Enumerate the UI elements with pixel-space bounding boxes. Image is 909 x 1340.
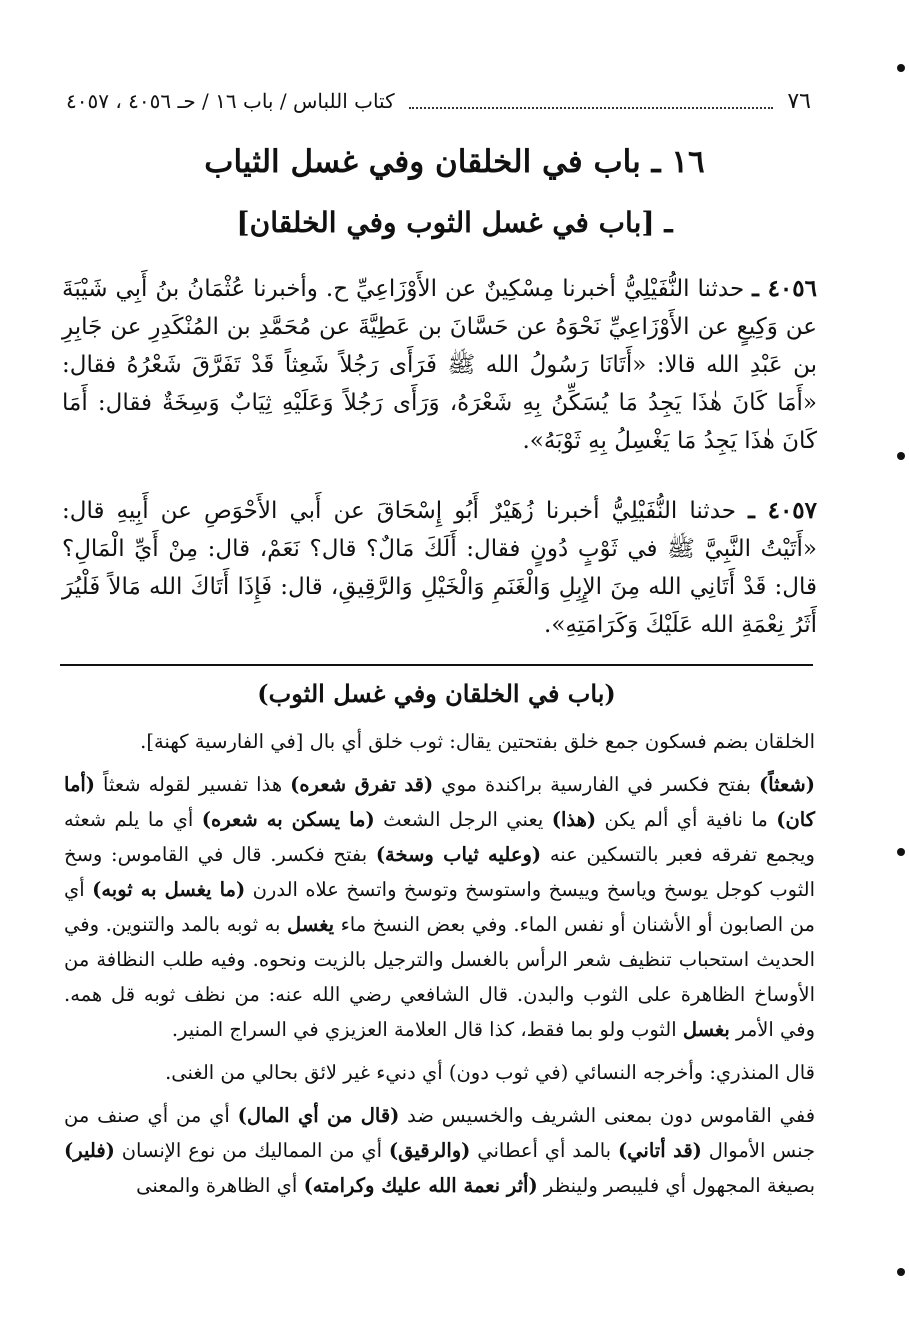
commentary-keyword: (قد أتاني) (617, 1139, 702, 1162)
header-dot-leader (409, 93, 774, 109)
commentary-text: أي من المماليك من نوع الإنسان (114, 1139, 389, 1162)
commentary-text: أي ما يلم شعثه ويجمع تفرقه فعبر بالتسكين عنه (64, 808, 815, 866)
commentary-text: بالمد أي أعطاني (470, 1139, 618, 1162)
commentary-text: أي الظاهرة والمعنى (136, 1174, 304, 1197)
commentary-text: بصيغة المجهول أي فليبصر ولينظر (537, 1174, 815, 1197)
commentary-paragraph: قال المنذري: وأخرجه النسائي (في ثوب دون) أي دنيء غير لائق بحالي من الغنى. (165, 1061, 815, 1084)
commentary-keyword: (أثر نعمة الله عليك وكرامته) (303, 1174, 538, 1197)
sub-heading: ـ [باب في غسل الثوب وفي الخلقان] (236, 206, 673, 239)
hadith-number: ٤٠٥٧ ـ (748, 497, 818, 524)
hadith-text: حدثنا النُّفَيْلِيُّ أخبرنا زُهَيْرٌ أَبُو إِسْحَاقَ عن أَبي الأَحْوَصِ عن أَبِيهِ قال: «أَتَيْتُ النَّبِيَّ ﷺ في ثَوْبٍ دُونٍ فقال: أَلَكَ مَالٌ؟ قال؟ نَعَمْ، قال: مِنْ أَيِّ الْمَالِ؟ قال: قَدْ أَتَانِي الله مِنَ الإِبِلِ وَالْغَنَمِ وَالْخَيْلِ وَالرَّقِيقِ، قال: فَإِذَا أَتَاكَ الله مَالاً فَلْيُرَ أَثَرُ نِعْمَةِ الله عَلَيْكَ وَكَرَامَتِهِ». (62, 498, 817, 638)
commentary-keyword: (شعثاً) (758, 773, 815, 796)
running-header (66, 84, 811, 118)
commentary-text: به ثوبه بالمد والتنوين. وفي الحديث استحباب تنظيف شعر الرأس بالغسل والترجيل بالزيت ونحوه. وفيه طلب النظافة من الأوساخ الظاهرة على الثوب والبدن. قال الشافعي رضي الله عنه: من نظف ثوبه قل همه. وفي الأمر (64, 913, 815, 1041)
commentary-heading: (باب في الخلقان وفي غسل الثوب) (257, 679, 616, 708)
margin-mark (897, 64, 905, 72)
commentary-keyword: (فلير) (64, 1139, 115, 1162)
commentary-text: ما نافية أي ألم يكن (596, 808, 777, 831)
commentary-paragraph (64, 1098, 815, 1203)
commentary-text: أي من الصابون أو الأشنان أو نفس الماء. وفي بعض النسخ ماء (64, 878, 815, 936)
commentary-text: يعني الرجل الشعث (374, 808, 552, 831)
commentary-paragraph (64, 767, 815, 1047)
running-header-title: كتاب اللباس / باب ١٦ / حـ ٤٠٥٦ ، ٤٠٥٧ (66, 89, 395, 113)
chapter-heading: ١٦ ـ باب في الخلقان وفي غسل الثياب (204, 144, 705, 180)
commentary-keyword: (وعليه ثياب وسخة) (375, 843, 542, 866)
commentary-keyword: (ما يسكن به شعره) (201, 808, 375, 831)
commentary-keyword: (والرقيق) (388, 1139, 471, 1162)
commentary-keyword: بغسل (682, 1018, 730, 1041)
commentary-keyword: يغسل (287, 913, 335, 936)
commentary-keyword: (هذا) (551, 808, 597, 831)
margin-mark (897, 1268, 905, 1276)
hadith-4057 (62, 492, 817, 644)
commentary-text: ففي القاموس دون بمعنى الشريف والخسيس ضد (399, 1104, 816, 1127)
commentary (64, 724, 815, 1211)
hadith-number: ٤٠٥٦ ـ (752, 275, 817, 302)
hadith-text: حدثنا النُّفَيْلِيُّ أخبرنا مِسْكِينٌ عن الأَوْزَاعِيِّ ح. وأخبرنا عُثْمَانُ بنُ أَبِي شَيْبَةَ عن وَكِيعٍ عن الأَوْزَاعِيِّ نَحْوَهُ عن حَسَّانَ بن عَطِيَّةَ عن مُحَمَّدِ بن المُنْكَدِرِ عن جَابِرِ بن عَبْدِ الله قالا: «أَتَانَا رَسُولُ الله ﷺ فَرَأَى رَجُلاً شَعِثاً قَدْ تَفَرَّقَ شَعْرُهُ فقال: «أَمَا كَانَ هٰذَا يَجِدُ مَا يُسَكِّنُ بِهِ شَعْرَهُ، وَرَأَى رَجُلاً وَعَلَيْهِ ثِيَابٌ وَسِخَةٌ فقال: أَمَا كَانَ هٰذَا يَجِدُ مَا يَغْسِلُ بِهِ ثَوْبَهُ». (62, 276, 817, 454)
commentary-keyword: (أما كان) (64, 773, 815, 831)
commentary-text: هذا تفسير لقوله شعثاً (95, 773, 291, 796)
margin-mark (897, 848, 905, 856)
hadith-4056 (62, 270, 817, 460)
commentary-text: بفتح فكسر. قال في القاموس: وسخ الثوب كوجل يوسخ وياسخ وييسخ واستوسخ وتوسخ واتسخ علاه الدرن (64, 843, 815, 901)
footnote-divider (60, 664, 813, 666)
commentary-text: الثوب ولو بما فقط، كذا قال العلامة العزيزي في السراج المنير. (171, 1018, 683, 1041)
commentary-keyword: (قد تفرق شعره) (290, 773, 434, 796)
commentary-keyword: (قال من أي المال) (237, 1104, 400, 1127)
commentary-text: بفتح فكسر في الفارسية براكندة موي (433, 773, 759, 796)
commentary-keyword: (ما يغسل به ثوبه) (92, 878, 246, 901)
margin-mark (897, 452, 905, 460)
commentary-paragraph: الخلقان بضم فسكون جمع خلق بفتحتين يقال: ثوب خلق أي بال [في الفارسية كهنة]. (140, 730, 815, 753)
commentary-text: أي من أي صنف من جنس الأموال (64, 1104, 816, 1162)
page-number: ٧٦ (787, 88, 811, 114)
